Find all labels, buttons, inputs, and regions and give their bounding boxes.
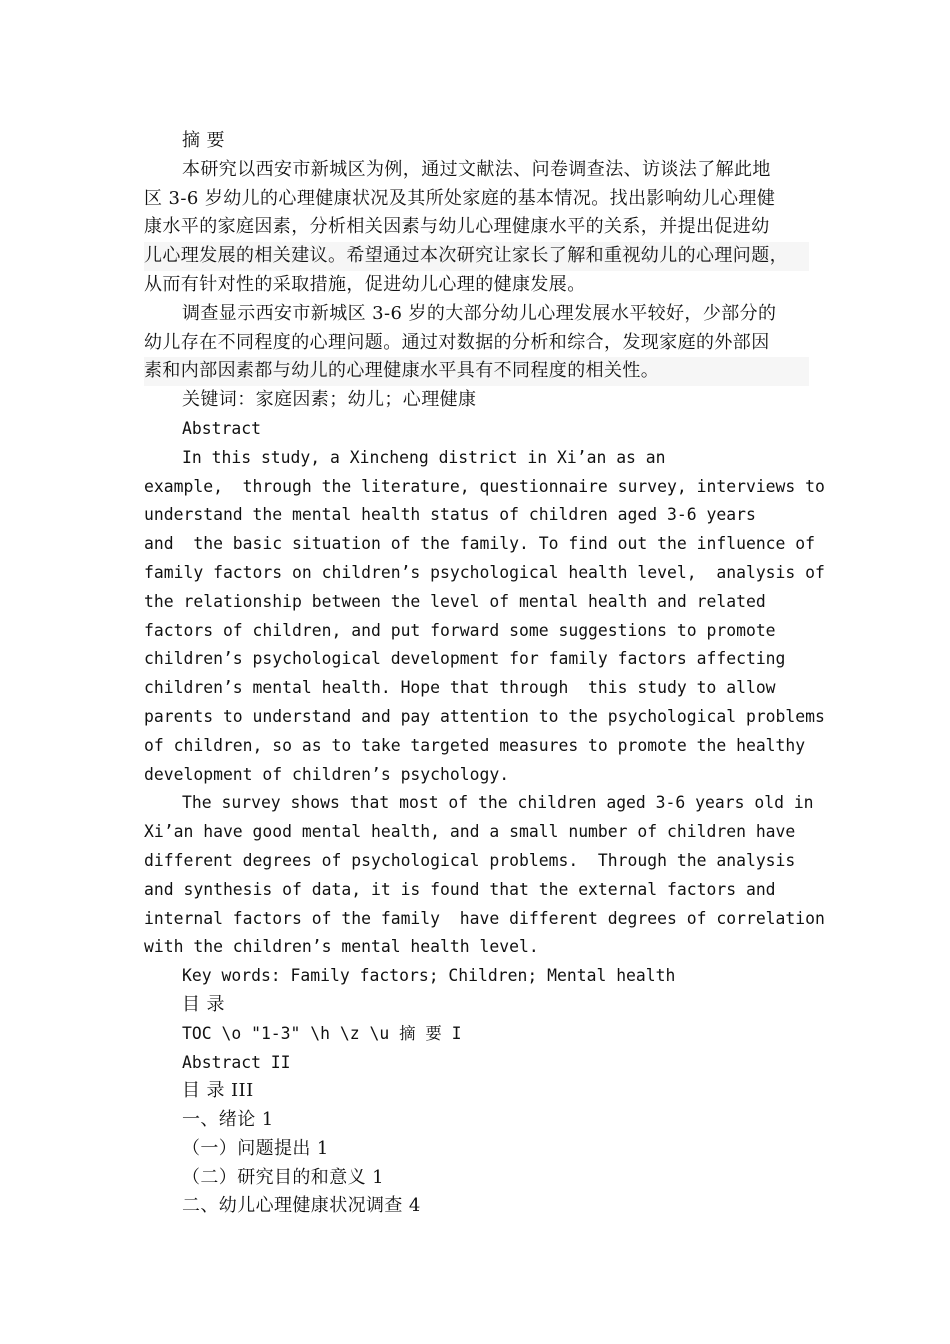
text-line: example, through the literature, questionnaire survey, interviews to	[144, 476, 825, 496]
text-line: the relationship between the level of mental health and related	[144, 591, 766, 611]
toc-entry[interactable]: 目 录 III	[182, 1080, 254, 1102]
text-line: Xi’an have good mental health, and a small number of children have	[144, 822, 796, 842]
abstract-cn-para2	[144, 300, 809, 386]
abstract-cn-keywords: 关键词：家庭因素；幼儿；心理健康	[182, 389, 477, 411]
toc-entry[interactable]: （一）问题提出 1	[182, 1137, 329, 1159]
abstract-cn-heading: 摘 要	[182, 130, 225, 151]
toc-entry[interactable]: 二、幼儿心理健康状况调查 4	[182, 1195, 421, 1217]
toc-heading: 目 录	[182, 993, 225, 1015]
text-line: and the basic situation of the family. To find out the influence of	[144, 534, 816, 554]
toc-list	[144, 1049, 809, 1222]
text-line: with the children’s mental health level.	[144, 937, 539, 957]
text-line: internal factors of the family have different degrees of correlation	[144, 908, 825, 928]
text-line: understand the mental health status of children aged 3-6 years	[144, 505, 756, 525]
abstract-en-para2	[144, 789, 825, 962]
text-line: The survey shows that most of the children aged 3-6 years old in	[182, 793, 814, 813]
text-line: and synthesis of data, it is found that the external factors and	[144, 879, 776, 899]
text-line: parents to understand and pay attention to the psychological problems	[144, 706, 825, 726]
text-line: 幼儿存在不同程度的心理问题。通过对数据的分析和综合，发现家庭的外部因	[144, 331, 770, 353]
text-line: children’s mental health. Hope that through this study to allow	[144, 678, 776, 698]
text-line: 调查显示西安市新城区 3-6 岁的大部分幼儿心理发展水平较好，少部分的	[182, 302, 777, 324]
text-line: 本研究以西安市新城区为例，通过文献法、问卷调查法、访谈法了解此地	[182, 158, 771, 180]
toc-entry[interactable]: 一、绪论 1	[182, 1109, 274, 1131]
toc-entry[interactable]: （二）研究目的和意义 1	[182, 1166, 384, 1188]
abstract-en-para1	[144, 444, 825, 790]
toc-entry[interactable]: Abstract II	[182, 1052, 291, 1072]
text-line: 儿心理发展的相关建议。希望通过本次研究让家长了解和重视幼儿的心理问题，	[144, 242, 809, 271]
document-page	[144, 127, 825, 1221]
abstract-en-keywords: Key words: Family factors; Children; Mental health	[182, 966, 676, 986]
text-line: In this study, a Xincheng district in Xi’an as an	[182, 447, 666, 467]
text-line: of children, so as to take targeted measures to promote the healthy	[144, 735, 806, 755]
toc-field-code: TOC \o "1-3" \h \z \u 摘 要 I	[182, 1023, 462, 1043]
text-line: different degrees of psychological problems. Through the analysis	[144, 850, 796, 870]
text-line: 素和内部因素都与幼儿的心理健康水平具有不同程度的相关性。	[144, 357, 809, 386]
abstract-en-heading: Abstract	[182, 418, 261, 438]
text-line: children’s psychological development for family factors affecting	[144, 649, 786, 669]
text-line: 区 3-6 岁幼儿的心理健康状况及其所处家庭的基本情况。找出影响幼儿心理健	[144, 187, 776, 209]
text-line: 从而有针对性的采取措施，促进幼儿心理的健康发展。	[144, 273, 586, 295]
text-line: family factors on children’s psychological health level, analysis of	[144, 562, 825, 582]
abstract-cn-para1	[144, 156, 809, 300]
text-line: 康水平的家庭因素，分析相关因素与幼儿心理健康水平的关系，并提出促进幼	[144, 216, 770, 238]
text-line: factors of children, and put forward some suggestions to promote	[144, 620, 776, 640]
text-line: development of children’s psychology.	[144, 764, 510, 784]
